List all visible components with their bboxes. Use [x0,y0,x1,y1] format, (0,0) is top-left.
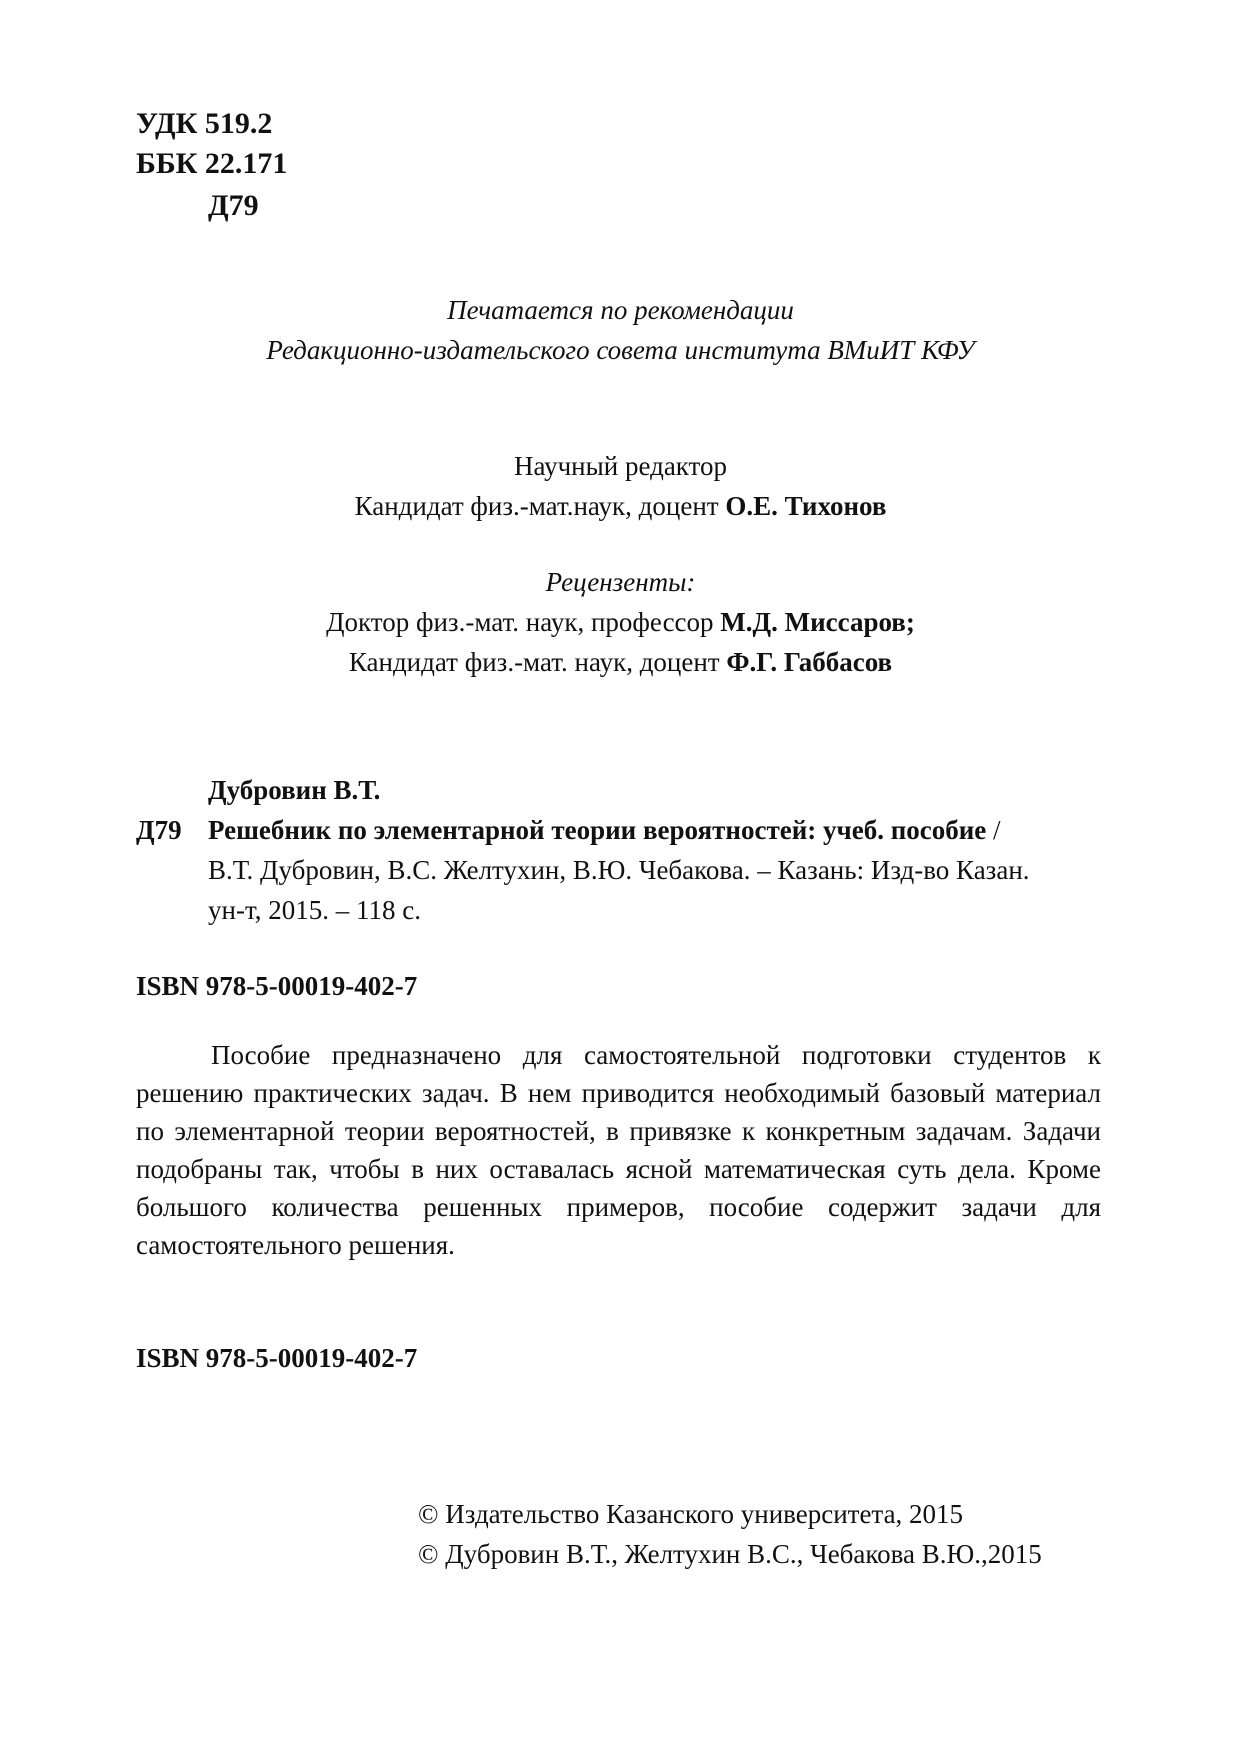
author-sign-code: Д79 [208,189,259,222]
catalog-year-pages: ун-т, 2015. – 118 с. [208,895,421,925]
reviewers-heading: Рецензенты: [545,567,696,597]
editor-name: О.Е. Тихонов [725,491,887,521]
copyright-publisher: © Издательство Казанского университета, 2015 [418,1499,964,1529]
recommendation-line-1: Печатается по рекомендации [447,295,794,325]
catalog-title: Решебник по элементарной теории вероятностей: учеб. пособие [208,815,987,845]
editor-credentials: Кандидат физ.-мат.наук, доцент [354,491,726,521]
udk-code: УДК 519.2 [136,107,273,140]
reviewer-1-name: М.Д. Миссаров; [720,607,915,637]
catalog-title-slash: / [986,815,1001,845]
editor-heading: Научный редактор [513,451,728,481]
recommendation-line-2: Редакционно-издательского совета института ВМиИТ КФУ [266,335,975,365]
reviewer-1 [0,602,1241,642]
reviewer-2-name: Ф.Г. Габбасов [726,647,893,677]
isbn-bottom: ISBN 978-5-00019-402-7 [136,1343,418,1373]
bbk-code: ББК 22.171 [136,147,288,180]
catalog-authors-publisher: В.Т. Дубровин, В.С. Желтухин, В.Ю. Чебакова. – Казань: Изд-во Казан. [208,855,1030,885]
editor-line [0,486,1241,526]
reviewer-2-credentials: Кандидат физ.-мат. наук, доцент [348,647,727,677]
annotation [136,1036,1101,1264]
copyright-authors: © Дубровин В.Т., Желтухин В.С., Чебакова В.Ю.,2015 [418,1539,1042,1569]
reviewer-2 [0,642,1241,682]
isbn: ISBN 978-5-00019-402-7 [136,971,418,1001]
reviewer-1-credentials: Доктор физ.-мат. наук, профессор [326,607,721,637]
catalog-title-line [208,810,1001,850]
annotation-text: Пособие предназначено для самостоятельной подготовки студентов к решению практических задач. В нем приводится необходимый базовый материал по элементарной теории вероятностей, в привязке к конкретным задачам. Задачи подобраны так, чтобы в них оставалась ясной математическая суть дела. Кроме большого количества решенных примеров, пособие содержит задачи для самостоятельного решения. [136,1040,1101,1260]
catalog-author: Дубровин В.Т. [208,775,381,805]
catalog-code: Д79 [136,815,182,845]
